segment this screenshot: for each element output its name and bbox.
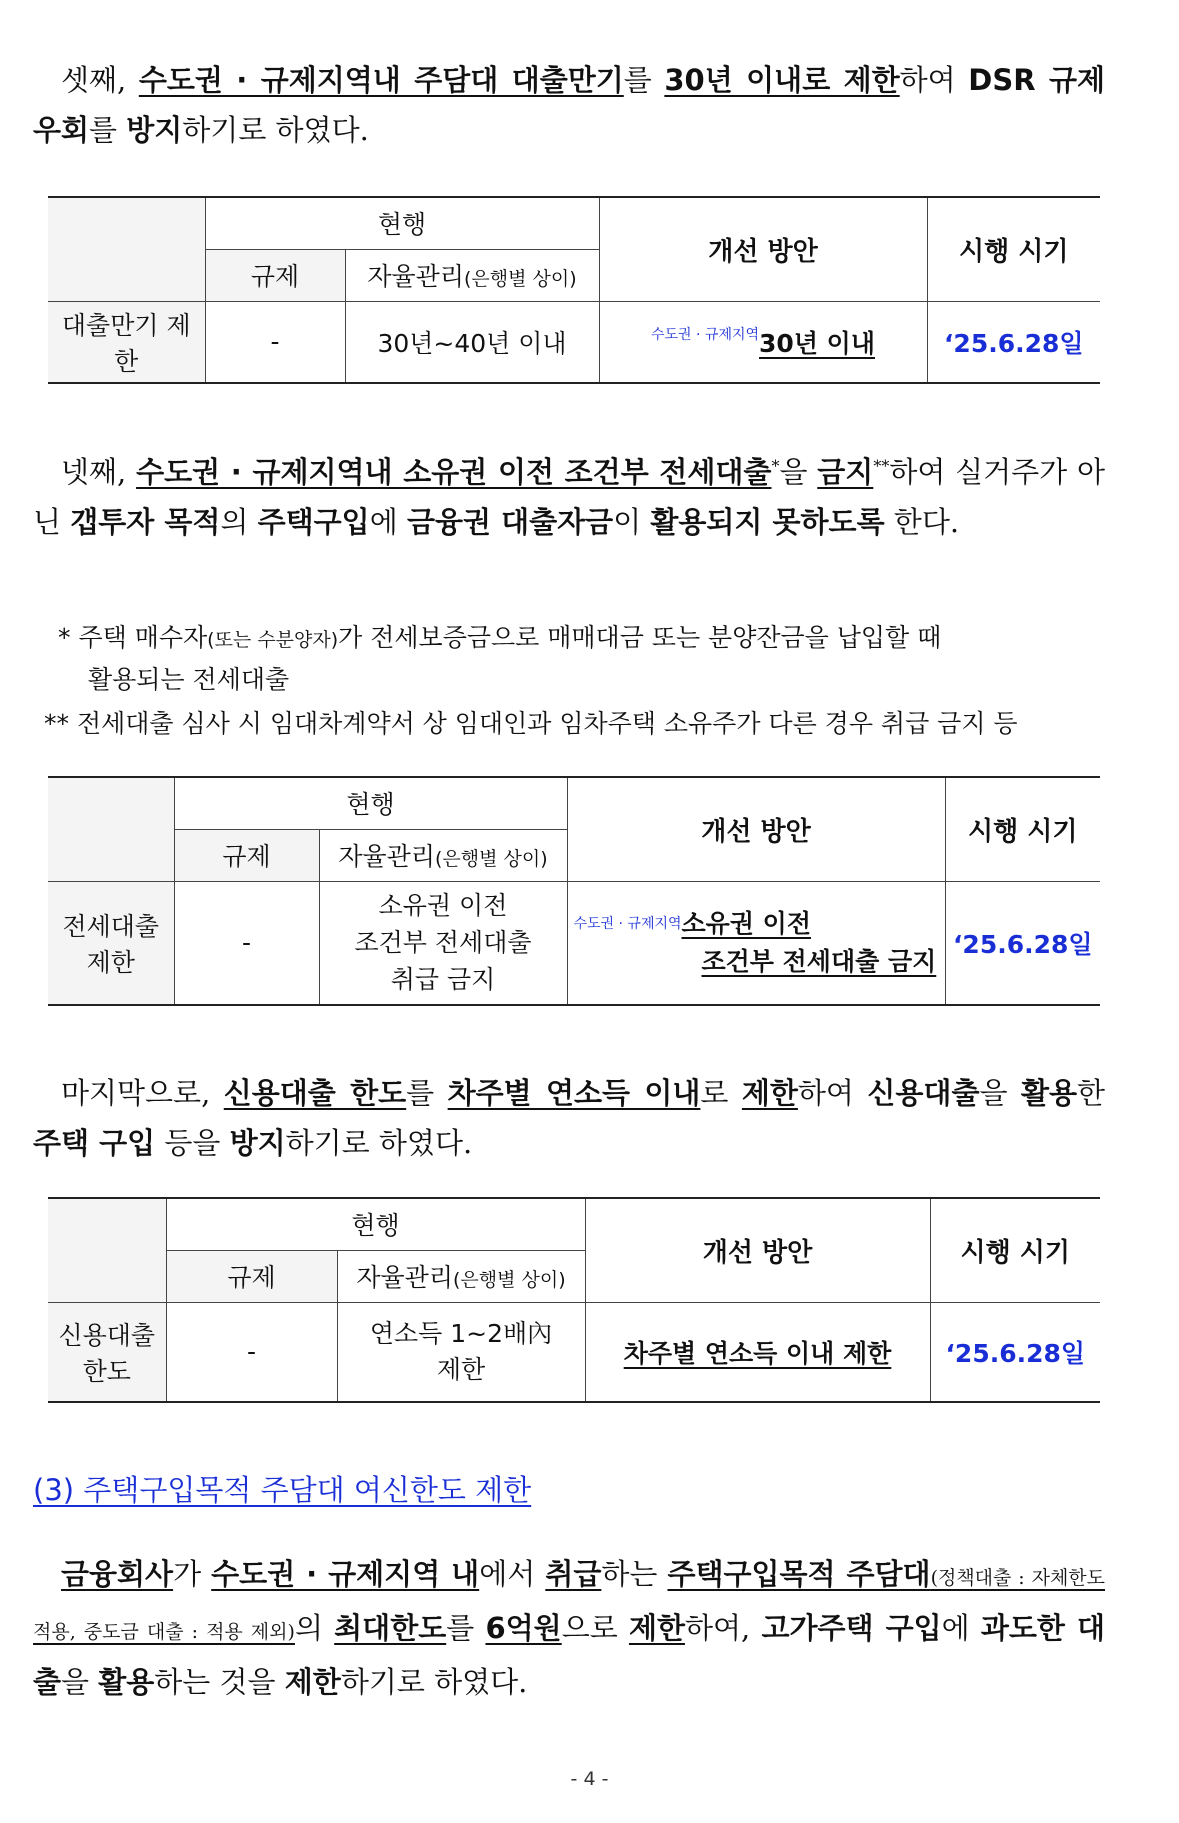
text: 조건부 전세대출 bbox=[354, 928, 532, 958]
text: 소유권 이전 bbox=[681, 908, 811, 938]
emphasis-text: 수도권 · 규제지역내 주담대 대출만기 bbox=[138, 63, 624, 97]
emphasis-text: 금지 bbox=[817, 455, 874, 489]
text: 하여 bbox=[797, 1076, 868, 1110]
emphasis-text: 방지 bbox=[229, 1126, 286, 1160]
text: 등을 bbox=[155, 1126, 230, 1160]
text: 넷째, bbox=[61, 455, 137, 489]
emphasis-text: 30년 이내로 제한 bbox=[664, 63, 900, 97]
paragraph-last bbox=[33, 1068, 1105, 1168]
emphasis-text: 취급 bbox=[545, 1557, 602, 1591]
text: 하는 것을 bbox=[154, 1665, 285, 1699]
text: 를 bbox=[89, 113, 127, 147]
text: (은행별 상이) bbox=[463, 268, 577, 290]
text: 자율관리 bbox=[356, 1263, 453, 1292]
text: 하는 bbox=[601, 1557, 668, 1591]
emphasis-text: 금융회사 bbox=[61, 1557, 174, 1591]
text: 으로 bbox=[561, 1611, 629, 1645]
cell-improvement bbox=[599, 301, 927, 383]
text: 자율관리 bbox=[367, 262, 464, 291]
text: * 주택 매수자 bbox=[58, 623, 208, 652]
footnote-2: ** 전세대출 심사 시 임대차계약서 상 임대인과 임차주택 소유주가 다른 경우 취급 금지 등 bbox=[44, 709, 1018, 738]
cell-improvement bbox=[567, 881, 945, 1005]
text: (정책대출 : 자체한도 적용, 중도금 대출 : 적용 제외) bbox=[33, 1567, 1106, 1643]
text: 을 bbox=[779, 455, 818, 489]
emphasis-text: 방지 bbox=[126, 113, 183, 147]
text: 의 bbox=[294, 1611, 335, 1645]
text: 를 bbox=[406, 1076, 448, 1110]
cell-effective-date: ‘25.6.28일 bbox=[945, 881, 1100, 1005]
header-self-management bbox=[319, 829, 567, 881]
text: 소유권 이전 bbox=[378, 891, 508, 921]
text: 에서 bbox=[479, 1557, 546, 1591]
emphasis-text: 제한 bbox=[741, 1076, 798, 1110]
emphasis-text: 활용 bbox=[1020, 1076, 1077, 1110]
cell-effective-date: ‘25.6.28일 bbox=[927, 301, 1100, 383]
emphasis-text: 활용 bbox=[98, 1665, 155, 1699]
text: 취급 금지 bbox=[390, 965, 496, 995]
text: 를 bbox=[623, 63, 665, 97]
text: 셋째, bbox=[61, 63, 139, 97]
cell-self-management: 30년~40년 이내 bbox=[345, 301, 599, 383]
cell-regulation: - bbox=[205, 301, 345, 383]
header-improvement: 개선 방안 bbox=[585, 1198, 930, 1302]
text: 수도권 · 규제지역 bbox=[573, 915, 682, 932]
text: 하기로 하였다. bbox=[285, 1126, 473, 1160]
header-regulation: 규제 bbox=[174, 829, 319, 881]
emphasis-text: 신용대출 한도 bbox=[223, 1076, 407, 1110]
text: 하여 실거주가 아닌 bbox=[33, 455, 1106, 539]
text: 하기로 하였다. bbox=[340, 1665, 528, 1699]
text: 제한 bbox=[436, 1354, 486, 1384]
emphasis-text: 최대한도 bbox=[334, 1611, 447, 1645]
footnote-1-continued: 활용되는 전세대출 bbox=[88, 665, 290, 694]
header-current: 현행 bbox=[174, 777, 567, 829]
section-heading: (3) 주택구입목적 주담대 여신한도 제한 bbox=[33, 1473, 532, 1507]
emphasis-text: 과도한 대출 bbox=[33, 1611, 1106, 1699]
comparison-table-jeonse-loan bbox=[48, 776, 1100, 1006]
paragraph-third bbox=[33, 55, 1105, 155]
emphasis-text: 주택 구입 bbox=[33, 1126, 156, 1160]
emphasis-text: DSR 규제 우회 bbox=[33, 63, 1106, 147]
emphasis-text: 수도권 · 규제지역내 소유권 이전 조건부 전세대출 bbox=[136, 455, 772, 489]
text: 한 bbox=[1076, 1076, 1105, 1110]
text: 하여, bbox=[684, 1611, 762, 1645]
header-regulation: 규제 bbox=[205, 249, 345, 301]
header-effective-date: 시행 시기 bbox=[945, 777, 1100, 881]
footnote-mark: * bbox=[771, 456, 780, 476]
cell-self-management bbox=[337, 1302, 585, 1402]
header-current: 현행 bbox=[166, 1198, 585, 1250]
text: (또는 수분양자) bbox=[207, 629, 339, 651]
emphasis-text: 수도권 · 규제지역 내 bbox=[211, 1557, 480, 1591]
text: 차주별 연소득 이내 제한 bbox=[623, 1338, 892, 1368]
text: 을 bbox=[979, 1076, 1021, 1110]
page-number: - 4 - bbox=[570, 1768, 609, 1790]
header-self-management bbox=[337, 1250, 585, 1302]
emphasis-text: 차주별 연소득 이내 bbox=[447, 1076, 701, 1110]
emphasis-text: 신용대출 bbox=[867, 1076, 980, 1110]
text: 조건부 전세대출 금지 bbox=[701, 946, 937, 976]
cell-self-management bbox=[319, 881, 567, 1005]
emphasis-text: 주택구입목적 주담대 bbox=[667, 1557, 931, 1591]
text: 30년 이내 bbox=[759, 328, 875, 358]
header-effective-date: 시행 시기 bbox=[930, 1198, 1100, 1302]
text: 연소득 1~2배內 bbox=[369, 1318, 553, 1348]
text: 가 전세보증금으로 매매대금 또는 분양잔금을 납입할 때 bbox=[338, 623, 942, 652]
text: 마지막으로, bbox=[61, 1076, 224, 1110]
text: 로 bbox=[700, 1076, 742, 1110]
text: 이 bbox=[613, 505, 651, 539]
text: 한다. bbox=[884, 505, 960, 539]
text: 하여 bbox=[899, 63, 969, 97]
text: (은행별 상이) bbox=[452, 1269, 566, 1291]
emphasis-text: 활용되지 못하도록 bbox=[650, 505, 885, 539]
header-improvement: 개선 방안 bbox=[599, 197, 927, 301]
paragraph-loan-limit bbox=[33, 1549, 1105, 1707]
cell-improvement bbox=[585, 1302, 930, 1402]
emphasis-text: 6억원 bbox=[485, 1611, 562, 1645]
header-regulation: 규제 bbox=[166, 1250, 337, 1302]
emphasis-text: 제한 bbox=[284, 1665, 341, 1699]
footnote-mark: ** bbox=[873, 456, 890, 476]
text: 을 bbox=[61, 1665, 99, 1699]
comparison-table-credit-loan bbox=[48, 1197, 1100, 1403]
header-effective-date: 시행 시기 bbox=[927, 197, 1100, 301]
header-self-management bbox=[345, 249, 599, 301]
cell-effective-date: ‘25.6.28일 bbox=[930, 1302, 1100, 1402]
header-improvement: 개선 방안 bbox=[567, 777, 945, 881]
table-corner bbox=[48, 197, 205, 301]
comparison-table-loan-maturity bbox=[48, 196, 1100, 384]
emphasis-text: 제한 bbox=[628, 1611, 685, 1645]
header-current: 현행 bbox=[205, 197, 599, 249]
row-label: 대출만기 제한 bbox=[48, 301, 205, 383]
text: 를 bbox=[446, 1611, 486, 1645]
emphasis-text: 금융권 대출자금 bbox=[406, 505, 614, 539]
text: 의 bbox=[220, 505, 258, 539]
cell-regulation: - bbox=[174, 881, 319, 1005]
emphasis-text: 갭투자 목적 bbox=[70, 505, 221, 539]
paragraph-fourth bbox=[33, 447, 1105, 547]
emphasis-text: 고가주택 구입 bbox=[761, 1611, 942, 1645]
text: 수도권 · 규제지역 bbox=[651, 326, 760, 343]
cell-regulation: - bbox=[166, 1302, 337, 1402]
text: 가 bbox=[173, 1557, 212, 1591]
table-corner bbox=[48, 777, 174, 881]
table-corner bbox=[48, 1198, 166, 1302]
row-label: 신용대출 한도 bbox=[48, 1302, 166, 1402]
text: (은행별 상이) bbox=[434, 848, 548, 870]
text: 하기로 하였다. bbox=[182, 113, 369, 147]
row-label: 전세대출 제한 bbox=[48, 881, 174, 1005]
text: 에 bbox=[941, 1611, 981, 1645]
text: 자율관리 bbox=[338, 842, 435, 871]
emphasis-text: 주택구입 bbox=[257, 505, 370, 539]
footnote-1 bbox=[58, 617, 1108, 661]
text: 에 bbox=[369, 505, 407, 539]
